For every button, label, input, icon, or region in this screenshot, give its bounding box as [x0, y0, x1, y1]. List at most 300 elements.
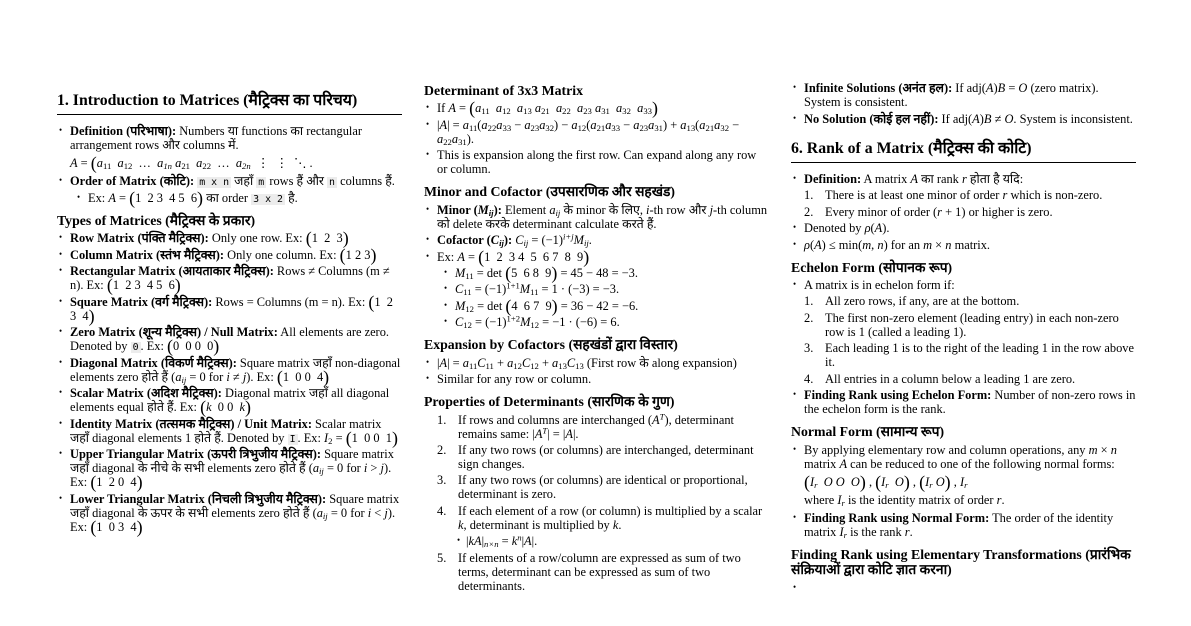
text-run: >	[367, 461, 381, 476]
text-run: )	[944, 471, 951, 492]
text-run: C	[455, 315, 464, 330]
text-run: Square Matrix (वर्ग मैट्रिक्स):	[70, 294, 213, 309]
text-run: <	[371, 505, 385, 520]
bullet-item	[424, 372, 769, 386]
text-run: k	[458, 517, 464, 532]
text-run: 32	[622, 106, 631, 117]
text-run: 22	[443, 137, 452, 148]
bullet-item	[57, 355, 404, 387]
text-run: If adj(	[938, 111, 973, 126]
text-run: a	[312, 461, 320, 476]
text-run: j	[380, 461, 384, 476]
text-run: C	[515, 233, 524, 248]
text-run: (	[90, 516, 97, 537]
text-run: 1 0 0 4	[282, 369, 324, 384]
text-run: .	[618, 517, 622, 532]
text-run: I	[925, 474, 930, 489]
text-run: )	[342, 228, 349, 249]
text-run: | = |	[547, 426, 566, 441]
text-run: m	[862, 237, 872, 252]
text-run: Identity Matrix (तत्समक मैट्रिक्स) / Unit Matrix:	[70, 416, 312, 431]
subsection-heading	[424, 394, 769, 409]
text-run: 11	[468, 360, 478, 371]
text-run: O	[894, 474, 904, 489]
text-run: 21	[181, 161, 190, 172]
text-run: . System is inconsistent.	[1013, 111, 1133, 126]
text-run: +	[493, 355, 508, 370]
text-run: ρ	[804, 237, 810, 252]
bullet-item	[791, 221, 1136, 235]
text-run: 31	[601, 106, 610, 117]
text-run: 1 0 3 4	[96, 519, 137, 534]
numbered-item	[424, 473, 769, 501]
text-run: Cofactor (	[437, 233, 491, 248]
bullet-marker: •	[444, 299, 448, 310]
text-run: a	[175, 369, 182, 384]
bullet-marker: •	[457, 535, 461, 546]
text-run: 2n	[242, 161, 251, 172]
text-run: a	[633, 117, 640, 132]
sub-sub-bullet-item	[424, 534, 769, 548]
text-run: matrix.	[951, 237, 991, 252]
text-run: A	[524, 534, 532, 549]
text-run: which is non-zero.	[1007, 188, 1103, 203]
text-run: 12	[530, 320, 540, 331]
bullet-item	[57, 291, 402, 326]
text-run: 22	[487, 123, 497, 133]
text-run: )	[391, 427, 398, 448]
text-run: 21	[596, 123, 606, 133]
text-run: = (−1)	[528, 233, 563, 248]
text-run: 13	[523, 106, 532, 117]
text-run: k	[511, 534, 518, 549]
bullet-marker: •	[59, 125, 63, 136]
text-run: ij	[181, 374, 187, 385]
text-run: a	[235, 156, 243, 171]
bullet-marker: •	[77, 191, 81, 202]
text-run: a	[96, 156, 103, 171]
text-run: ):	[493, 202, 502, 217]
text-run: ):	[503, 233, 513, 248]
text-run: a	[437, 131, 444, 146]
text-run: |	[466, 534, 469, 549]
text-run: ≠	[229, 369, 243, 384]
text-run: का order	[203, 190, 252, 205]
bullet-marker: •	[426, 149, 430, 160]
text-run: |.	[572, 426, 579, 441]
text-run: A	[565, 426, 573, 441]
bullet-marker: •	[793, 443, 797, 454]
subsection-heading	[791, 260, 1136, 275]
text-run: =	[455, 101, 470, 116]
text-run: …	[132, 156, 158, 171]
text-run: Each leading 1 is to the right of the leading 1 in the row above it.	[825, 341, 1138, 370]
text-run: = 0 for	[186, 369, 227, 384]
text-run: = 1 · (−3) = −3.	[538, 282, 620, 297]
list-number: 4.	[804, 371, 814, 386]
numbered-item	[791, 341, 1136, 369]
text-run: If adj(	[952, 81, 986, 96]
text-run: O	[935, 474, 945, 489]
text-run: n	[945, 237, 952, 252]
text-run: a	[175, 156, 182, 171]
text-run: Minor (	[437, 202, 478, 217]
text-run: If any two rows (or columns) are interchanged, determinant sign changes.	[458, 442, 757, 471]
text-run: 0 0	[211, 400, 240, 415]
text-run: 2	[328, 435, 333, 446]
text-run: ), determinant remains same: |	[458, 412, 738, 441]
bullet-item	[424, 118, 769, 146]
text-run: 1 2 3 4 5 6	[112, 278, 175, 293]
text-run: |	[481, 534, 485, 549]
text-run: )	[370, 244, 377, 265]
bullet-marker: •	[444, 283, 448, 294]
text-run: =	[77, 156, 91, 171]
text-run: = 45 − 48 = −3.	[557, 265, 638, 280]
text-run: 1 2 3 4 5 6	[135, 190, 198, 205]
list-number: 1.	[437, 412, 447, 427]
bullet-marker: •	[59, 295, 63, 306]
text-run: r	[885, 479, 889, 490]
text-run: Similar for any row or column.	[437, 372, 592, 387]
bullet-item	[57, 416, 402, 448]
text-run: A	[985, 81, 994, 96]
subsection-heading	[424, 184, 769, 199]
bullet-marker: •	[444, 266, 448, 277]
text-run: ×	[1097, 442, 1111, 457]
text-run: a	[496, 117, 503, 132]
text-run: -th row और	[649, 202, 710, 217]
text-run: a	[475, 101, 482, 116]
text-run: C	[477, 355, 486, 370]
text-run: a	[680, 117, 687, 132]
text-run: . Ex:	[140, 339, 168, 354]
text-run: T	[542, 425, 548, 436]
sub-bullet-item	[424, 315, 769, 329]
bullet-marker: •	[59, 232, 63, 243]
column-1	[57, 0, 402, 595]
text-run: If	[437, 101, 449, 116]
numbered-item	[791, 294, 1136, 308]
numbered-item	[791, 205, 1136, 219]
text-run: rows हैं और	[266, 174, 328, 189]
text-run: Finding Rank using Normal Form:	[804, 510, 990, 525]
text-run: 23	[639, 123, 649, 133]
numbered-item	[424, 504, 769, 532]
text-run: )	[651, 98, 658, 119]
text-run: (	[305, 228, 312, 249]
list-number: 2.	[804, 310, 814, 325]
text-run: = 0 for	[323, 461, 364, 476]
text-run: Square matrix जहाँ diagonal के ऊपर के सभी elements zero होते हैं (	[70, 491, 403, 520]
continuation-line	[791, 471, 1136, 492]
text-run: A	[70, 156, 78, 171]
text-run: ,	[865, 474, 876, 489]
text-run: + 1) or higher is zero.	[942, 204, 1053, 219]
text-run: A	[108, 190, 116, 205]
text-run: Determinant of 3x3 Matrix	[424, 83, 584, 98]
text-run: M	[520, 315, 531, 330]
text-run: a	[616, 101, 623, 116]
text-run: 4 6 7 9	[511, 298, 552, 313]
text-run: ij	[523, 238, 529, 249]
column-3	[791, 0, 1139, 595]
text-run: (	[106, 275, 113, 296]
text-run: i	[226, 369, 230, 384]
list-number: 1.	[804, 188, 814, 203]
text-run: Ex:	[88, 190, 109, 205]
text-run: ) +	[662, 117, 681, 132]
subsection-heading	[791, 547, 1136, 578]
text-run: 31	[654, 123, 663, 133]
text-run: Diagonal Matrix (विकर्ण मैट्रिक्स):	[70, 355, 237, 370]
text-run: = (−1)	[471, 282, 507, 297]
text-run: Upper Triangular Matrix (ऊपरी त्रिभुजीय मैट्रिक्स):	[70, 447, 321, 462]
text-run: O	[850, 474, 860, 489]
text-run: r	[843, 529, 847, 540]
list-number: 4.	[437, 503, 447, 518]
text-run: Order of Matrix (कोटि):	[70, 174, 195, 189]
text-run: (	[804, 471, 810, 492]
text-run: 11	[463, 287, 472, 298]
bullet-item	[791, 443, 1136, 471]
text-run: O	[823, 474, 833, 489]
text-run: n	[877, 237, 884, 252]
text-run: M	[455, 265, 466, 280]
text-run: −	[511, 117, 525, 132]
text-run: 33	[502, 123, 512, 133]
text-run: 1+2	[506, 313, 521, 324]
text-run: Rows ≠ Columns (m ≠ n). Ex:	[70, 264, 393, 293]
text-run: ij	[322, 510, 328, 521]
text-run: = −1 · (−6) = 6.	[539, 315, 620, 330]
text-run: (	[129, 187, 136, 208]
text-run: 1 2 3 4	[70, 294, 397, 323]
text-run: 32	[720, 123, 730, 133]
bullet-item	[424, 246, 769, 267]
text-run: (	[90, 471, 97, 492]
text-run: 11	[102, 161, 112, 172]
text-run: If rows and columns are interchanged (	[458, 412, 653, 427]
text-run: |	[437, 117, 440, 132]
text-run: k	[206, 400, 212, 415]
text-run: ). Ex:	[70, 461, 395, 490]
text-run: 1 0 0 1	[351, 430, 392, 445]
text-run: a	[577, 101, 584, 116]
text-run: i	[363, 461, 368, 476]
text-run: ).	[882, 221, 890, 236]
bullet-item	[424, 233, 769, 247]
text-run: 12	[502, 106, 511, 117]
text-run: M	[519, 282, 531, 297]
text-run: −	[620, 117, 634, 132]
text-run: The first non-zero element (leading entry) in each non-zero row is 1 (called a leading 1).	[825, 310, 1122, 339]
text-run: 23	[530, 123, 540, 133]
text-run: m	[258, 177, 265, 189]
text-run: B	[983, 111, 992, 126]
text-run: is the rank	[846, 524, 905, 539]
text-run: (	[478, 246, 485, 267]
text-run: Normal Form (सामान्य रूप)	[791, 424, 945, 440]
text-run: m	[923, 237, 933, 252]
list-number: 3.	[437, 473, 447, 488]
text-run: n	[1110, 442, 1117, 457]
text-run: r	[1002, 188, 1008, 203]
bullet-item	[57, 325, 402, 356]
text-run: .	[588, 233, 592, 248]
text-run: n	[517, 532, 522, 543]
continuation-line	[791, 493, 1136, 507]
text-run: Diagonal matrix जहाँ all diagonal elements equal होते हैं. Ex:	[70, 386, 393, 415]
bullet-item	[791, 278, 1136, 292]
bullet-item	[57, 491, 403, 537]
text-run: r	[929, 479, 933, 490]
text-run: A	[874, 221, 883, 236]
bullet-marker: •	[59, 448, 63, 459]
text-run: a	[571, 117, 578, 132]
text-run: (	[505, 262, 512, 283]
text-run: 12	[123, 161, 133, 172]
text-run: O	[1004, 111, 1014, 126]
text-run: matrix	[804, 442, 1121, 471]
text-run: +	[538, 355, 553, 370]
numbered-item	[424, 551, 769, 593]
text-run: a	[516, 101, 524, 116]
text-run: )	[903, 471, 910, 492]
text-run: No Solution (कोई हल नहीं):	[804, 111, 939, 126]
text-run: (	[200, 396, 207, 417]
sub-bullet-item	[424, 262, 769, 283]
text-run: columns हैं.	[337, 174, 395, 189]
text-run: )	[244, 396, 251, 417]
text-run: =	[464, 249, 479, 264]
text-run: = 36 − 42 = −6.	[557, 298, 639, 313]
text-run: ⋮ ⋮ ⋱ .	[250, 156, 313, 171]
text-run: 12	[577, 123, 587, 133]
bullet-marker: •	[426, 356, 430, 367]
text-run: a	[549, 202, 556, 217]
text-run: If any two rows (or columns) are identical or proportional, determinant is zero.	[458, 473, 751, 502]
text-run: a	[495, 101, 503, 116]
bullet-marker: •	[793, 222, 797, 233]
text-run: | =	[447, 355, 463, 370]
text-run: ) −	[554, 117, 572, 132]
text-run: r	[996, 492, 1002, 507]
text-run: B	[997, 81, 1006, 96]
text-run: 22	[562, 106, 571, 117]
text-run: )	[551, 262, 558, 283]
text-run: There is at least one minor of order	[825, 188, 1003, 203]
bullet-item	[424, 203, 769, 231]
list-number: 2.	[437, 442, 447, 457]
text-run: 1. Introduction to Matrices (मैट्रिक्स का परिचय)	[57, 92, 358, 109]
text-run: j	[242, 369, 247, 384]
text-run: | =	[447, 117, 463, 132]
bullet-marker: •	[59, 417, 63, 428]
text-run: = (−1)	[471, 315, 507, 330]
text-run: )	[583, 246, 590, 267]
text-run: a	[594, 101, 602, 116]
text-run: 1 2 3 4 5 6 7 8 9	[484, 249, 584, 264]
text-run: 3 x 2	[253, 193, 283, 205]
text-run: I	[324, 430, 329, 445]
text-run: . Ex:	[297, 430, 325, 445]
text-run: M	[477, 202, 489, 217]
text-run: I	[839, 524, 844, 539]
text-run: ij	[488, 207, 494, 218]
bullet-marker: •	[426, 373, 430, 384]
text-run: (	[870, 221, 875, 236]
list-number: 2.	[804, 204, 814, 219]
text-run: Denoted by	[804, 221, 865, 236]
text-run: |	[437, 355, 440, 370]
bullet-marker: •	[59, 492, 63, 503]
text-run: r	[937, 204, 942, 219]
text-run: m	[1088, 442, 1098, 457]
text-run: Finding Rank using Echelon Form:	[804, 388, 992, 403]
text-run: Echelon Form (सोपानक रूप)	[791, 259, 953, 275]
text-run: (	[90, 152, 97, 173]
text-run: 1 2 3	[345, 247, 371, 262]
text-run: (	[368, 291, 375, 312]
text-run: Only one row. Ex:	[208, 231, 306, 246]
text-run: Expansion by Cofactors (सहखंडों द्वारा विस्तार)	[424, 337, 678, 353]
text-run: ). Ex:	[70, 505, 399, 534]
document-page	[57, 0, 1139, 595]
text-run: a	[534, 101, 542, 116]
text-run: Types of Matrices (मैट्रिक्स के प्रकार)	[57, 213, 256, 228]
text-run: a	[590, 117, 597, 132]
text-run: where	[804, 492, 838, 507]
text-run: a	[637, 101, 644, 116]
text-run: 23	[583, 106, 592, 117]
text-run: 11	[465, 271, 474, 282]
text-run: If elements of a row/column are expressed as sum of two terms, determinant can be expressed as sum of two determinants.	[458, 550, 744, 593]
text-run: a	[605, 117, 612, 132]
bullet-marker: •	[426, 234, 430, 245]
text-run: a	[157, 156, 164, 171]
text-run: a	[539, 117, 546, 132]
text-run: )	[136, 471, 143, 492]
text-run: All entries in a column below a leading 1 are zero.	[825, 371, 1076, 386]
text-run: −	[729, 117, 743, 132]
text-run: (zero matrix). System is consistent.	[804, 81, 1102, 110]
text-run: A	[814, 237, 822, 252]
text-run: a	[524, 117, 531, 132]
text-run: ) ≤ min(	[821, 237, 863, 252]
text-run: )	[213, 335, 220, 356]
text-run: = det	[473, 298, 506, 313]
text-run: C	[455, 282, 464, 297]
text-run: M	[455, 298, 466, 313]
text-run: 0	[132, 342, 139, 354]
text-run: Finding Rank using Elementary Transformations (प्रारंभिक संक्रियाओं द्वारा कोटि ज्ञात करना)	[791, 546, 1135, 578]
text-run: A	[972, 111, 980, 126]
text-run: Lower Triangular Matrix (निचली त्रिभुजीय मैट्रिक्स):	[70, 491, 327, 506]
text-run: जहाँ	[231, 174, 257, 189]
text-run: A	[439, 117, 448, 132]
text-run: a	[552, 355, 559, 370]
text-run: =	[498, 534, 512, 549]
text-run: can be reduced to one of the following normal forms:	[847, 456, 1115, 471]
text-run: Element	[501, 202, 550, 217]
bullet-item	[57, 244, 402, 265]
text-run: (	[477, 117, 482, 132]
text-run: ≠	[991, 111, 1005, 126]
subsection-heading	[57, 213, 402, 228]
text-run: ) for an	[883, 237, 924, 252]
subsection-heading	[424, 337, 769, 352]
